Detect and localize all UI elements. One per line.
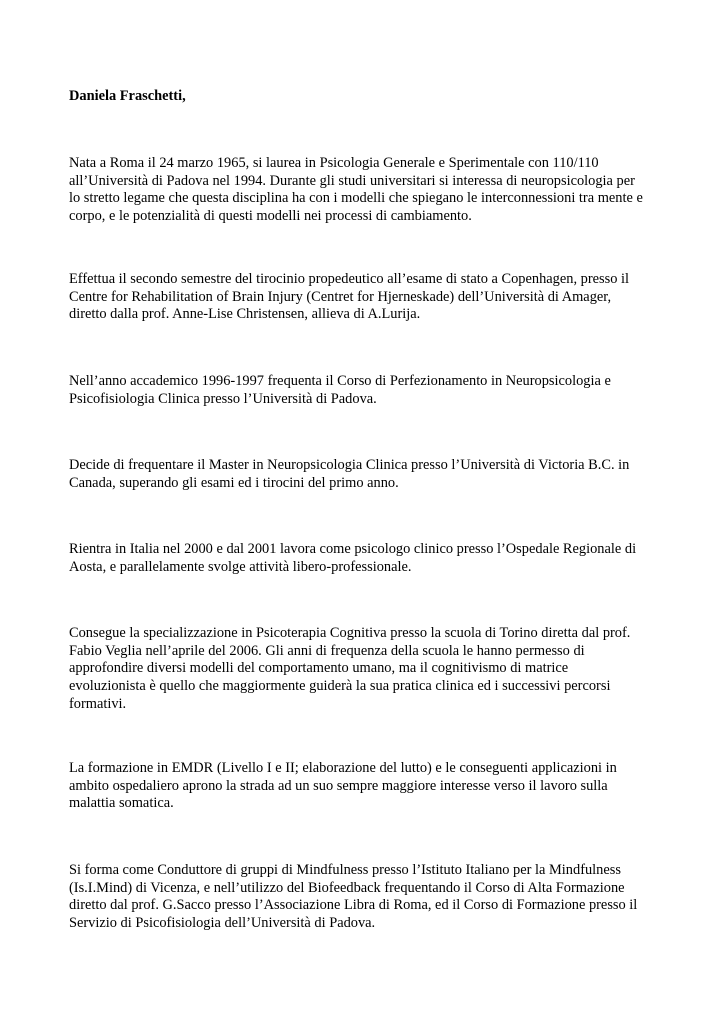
paragraph-line: Effettua il secondo semestre del tirocinio propedeutico all’esame di stato a Copenhagen, presso il <box>69 271 629 287</box>
paragraph-line: corpo, e le potenzialità di questi modelli nei processi di cambiamento. <box>69 208 472 225</box>
paragraph-line: Aosta, e parallelamente svolge attività libero-professionale. <box>69 558 412 575</box>
paragraph-perfezionamento <box>69 373 669 408</box>
paragraph-line: Servizio di Psicofisiologia dell’Università di Padova. <box>69 915 376 932</box>
paragraph-specializzazione <box>69 625 669 714</box>
paragraph-line: malattia somatica. <box>69 795 174 812</box>
paragraph-line: formativi. <box>69 695 127 712</box>
paragraph-line: Psicofisiologia Clinica presso l’Università di Padova. <box>69 390 377 407</box>
paragraph-emdr <box>69 760 669 813</box>
paragraph-line: Consegue la specializzazione in Psicoterapia Cognitiva presso la scuola di Torino diretta dal prof. <box>69 625 631 641</box>
paragraph-copenhagen <box>69 271 669 324</box>
paragraph-line: Centre for Rehabilitation of Brain Injury (Centret for Hjerneskade) dell’Università di Amager, <box>69 288 612 305</box>
paragraph-line: Nata a Roma il 24 marzo 1965, si laurea in Psicologia Generale e Sperimentale con 110/110 <box>69 155 599 171</box>
paragraph-education <box>69 155 669 226</box>
paragraph-line: lo stretto legame che questa disciplina ha con i modelli che spiegano le interconnessioni tra mente e <box>69 190 643 207</box>
document-heading: Daniela Fraschetti, <box>69 88 186 104</box>
paragraph-line: Nell’anno accademico 1996-1997 frequenta il Corso di Perfezionamento in Neuropsicologia e <box>69 373 611 389</box>
paragraph-italia <box>69 541 669 576</box>
paragraph-master <box>69 457 669 492</box>
paragraph-line: Fabio Veglia nell’aprile del 2006. Gli anni di frequenza della scuola le hanno permesso di <box>69 642 585 659</box>
paragraph-line: diretto dal prof. G.Sacco presso l’Associazione Libra di Roma, ed il Corso di Formazione presso il <box>69 897 638 914</box>
paragraph-line: all’Università di Padova nel 1994. Durante gli studi universitari si interessa di neuropsicologia per <box>69 172 635 189</box>
paragraph-line: Rientra in Italia nel 2000 e dal 2001 lavora come psicologo clinico presso l’Ospedale Regionale di <box>69 541 637 557</box>
paragraph-line: approfondire diversi modelli del comportamento umano, ma il cognitivismo di matrice <box>69 660 569 677</box>
paragraph-mindfulness <box>69 862 669 933</box>
paragraph-line: La formazione in EMDR (Livello I e II; elaborazione del lutto) e le conseguenti applicazioni in <box>69 760 617 776</box>
paragraph-line: (Is.I.Mind) di Vicenza, e nell’utilizzo del Biofeedback frequentando il Corso di Alta Formazione <box>69 879 625 896</box>
paragraph-line: diretto dalla prof. Anne-Lise Christensen, allieva di A.Lurija. <box>69 306 421 323</box>
paragraph-line: Decide di frequentare il Master in Neuropsicologia Clinica presso l’Università di Victoria B.C. in <box>69 457 630 473</box>
paragraph-line: ambito ospedaliero aprono la strada ad un suo sempre maggiore interesse verso il lavoro sulla <box>69 777 608 794</box>
paragraph-line: evoluzionista è quello che maggiormente guiderà la sua pratica clinica ed i successivi percorsi <box>69 678 611 695</box>
paragraph-line: Si forma come Conduttore di gruppi di Mindfulness presso l’Istituto Italiano per la Mindfulness <box>69 862 621 878</box>
paragraph-line: Canada, superando gli esami ed i tirocini del primo anno. <box>69 474 399 491</box>
